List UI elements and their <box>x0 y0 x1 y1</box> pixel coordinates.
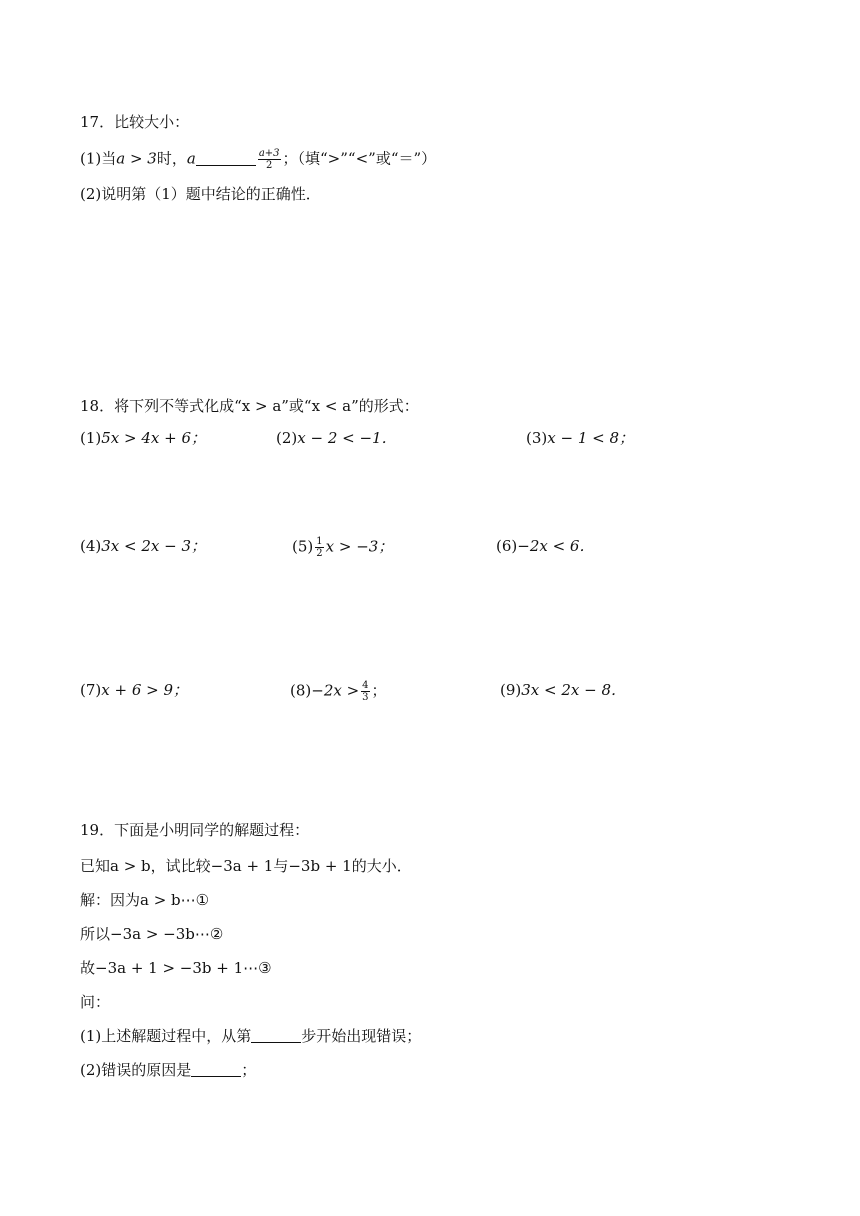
q19-given: 已知a > b，试比较−3a + 1与−3b + 1的大小． <box>80 857 412 875</box>
q19-part1-suffix: 步开始出现错误； <box>301 1027 422 1045</box>
item-label: (6) <box>496 537 518 555</box>
item-suffix: ； <box>371 681 387 700</box>
q18-item-4 <box>80 536 206 556</box>
q19-part1 <box>80 1026 421 1046</box>
item-expression: x − 1 < 8； <box>547 429 635 447</box>
item-label: (9) <box>500 681 522 699</box>
q19-part2-suffix: ； <box>241 1061 257 1079</box>
q18-item-3 <box>526 428 634 448</box>
q19-title: 19．下面是小明同学的解题过程： <box>80 821 310 839</box>
item-expression: x − 2 < −1． <box>297 429 397 447</box>
q17-part2: (2)说明第（1）题中结论的正确性． <box>80 185 321 203</box>
q17-part1-var: a <box>186 149 196 168</box>
item-expression: x > −3； <box>325 537 394 556</box>
item-expression: 3x < 2x − 3； <box>101 537 207 555</box>
fraction-denominator: 2 <box>316 548 323 559</box>
q18-item-9 <box>500 680 626 700</box>
fraction-denominator: 2 <box>265 160 273 171</box>
q17-part1-mid: 时， <box>156 149 187 168</box>
fraction-denominator: 3 <box>362 692 369 703</box>
q19-ask: 问： <box>80 993 111 1011</box>
item-label: (1) <box>80 429 102 447</box>
fraction-four-thirds <box>361 680 369 703</box>
q19-step-1: 解：因为a > b⋯① <box>80 891 210 909</box>
answer-blank[interactable] <box>191 1062 241 1077</box>
q18-item-7 <box>80 680 188 700</box>
q17-part1-suffix: ；（填“>”“<”或“＝”） <box>282 149 437 168</box>
q17-part1-prefix: (1)当 <box>80 149 117 168</box>
q18-item-6 <box>496 536 594 556</box>
q17-part1-condition: a > 3 <box>116 149 157 168</box>
q17-part1 <box>80 148 436 171</box>
item-expression: 3x < 2x − 8． <box>521 681 627 699</box>
item-label: (5) <box>292 537 314 556</box>
item-label: (4) <box>80 537 102 555</box>
answer-blank[interactable] <box>251 1028 301 1043</box>
item-expression: −2x < 6． <box>517 537 595 555</box>
fraction-numerator: 4 <box>362 680 369 691</box>
item-label: (3) <box>526 429 548 447</box>
item-expression: x + 6 > 9； <box>101 681 189 699</box>
q18-item-5 <box>292 536 393 559</box>
q19-step-2: 所以−3a > −3b⋯② <box>80 925 224 943</box>
q19-part1-prefix: (1)上述解题过程中，从第 <box>80 1027 252 1045</box>
item-expression: 5x > 4x + 6； <box>101 429 207 447</box>
item-expression: −2x > <box>311 681 360 700</box>
q19-step-3: 故−3a + 1 > −3b + 1⋯③ <box>80 959 272 977</box>
q18-item-8 <box>290 680 387 703</box>
q18-item-1 <box>80 428 206 448</box>
q19-part2 <box>80 1060 256 1080</box>
answer-blank[interactable] <box>196 151 256 166</box>
fraction-numerator: 1 <box>316 536 323 547</box>
q18-title: 18．将下列不等式化成“x > a”或“x < a”的形式： <box>80 397 419 415</box>
fraction-one-half <box>315 536 323 559</box>
item-label: (7) <box>80 681 102 699</box>
q18-item-2 <box>276 428 397 448</box>
item-label: (2) <box>276 429 298 447</box>
q19-part2-prefix: (2)错误的原因是 <box>80 1061 192 1079</box>
fraction-a-plus-3-over-2 <box>258 148 281 171</box>
fraction-numerator: a+3 <box>258 148 280 159</box>
q17-title: 17．比较大小： <box>80 113 190 131</box>
item-label: (8) <box>290 681 312 700</box>
